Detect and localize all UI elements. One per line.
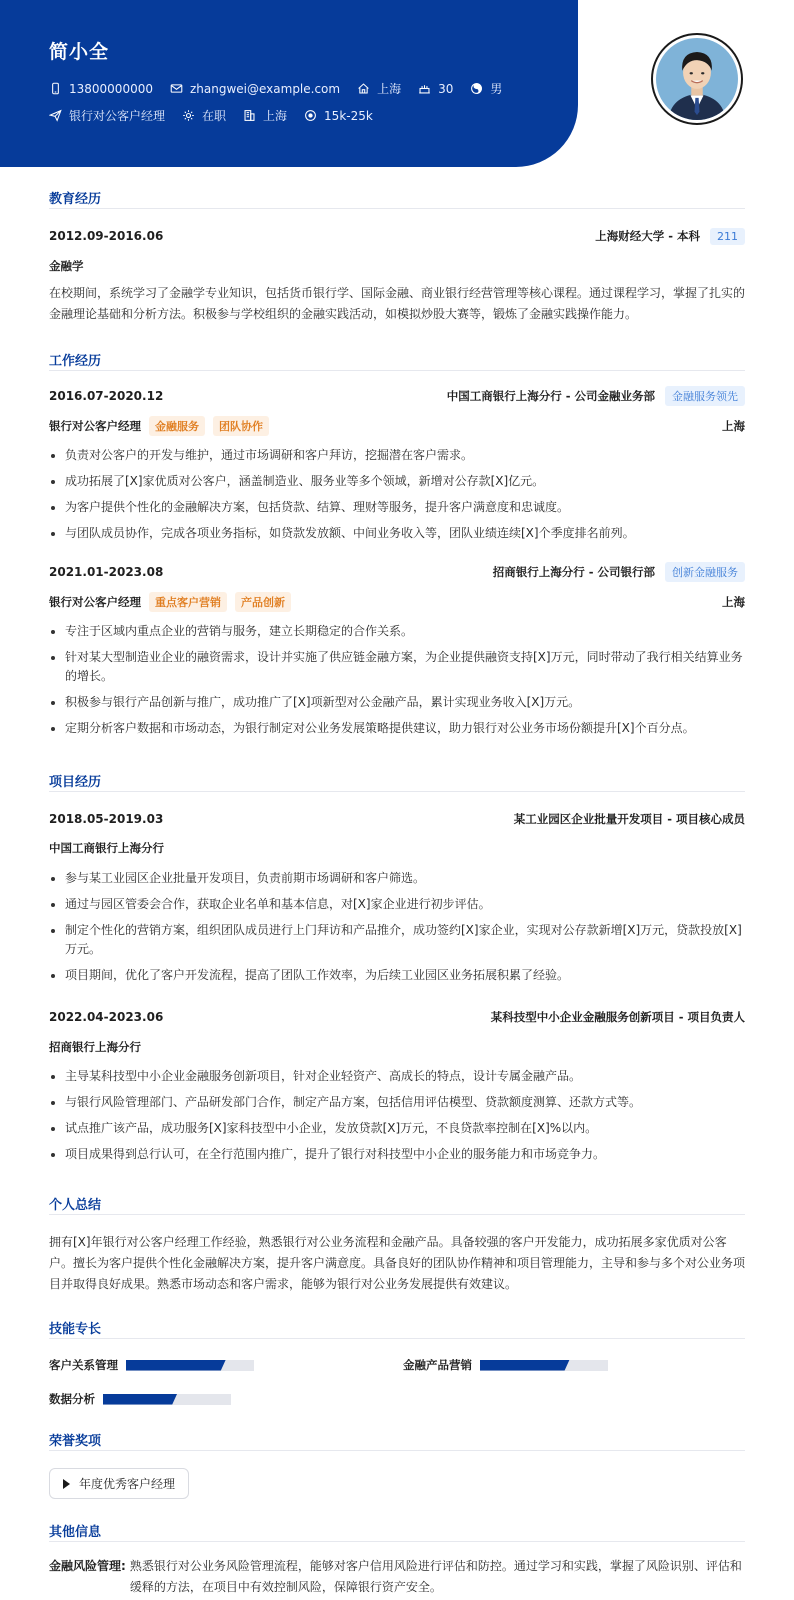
job-header-row (49, 563, 745, 581)
cake-icon (418, 82, 431, 95)
job-company: 招商银行上海分行 - 公司银行部 (492, 565, 655, 579)
skill-name: 金融产品营销 (403, 1358, 472, 1372)
project-date: 2018.05-2019.03 (49, 812, 164, 826)
list-item: 与银行风险管理部门、产品研发部门合作，制定产品方案，包括信用评估模型、贷款额度测算、还款方式等。 (49, 1093, 745, 1112)
job-tag: 金融服务领先 (665, 386, 745, 406)
phone-icon (49, 82, 62, 95)
section-title-skills: 技能专长 (49, 1322, 102, 1337)
target-city-text: 上海 (263, 109, 288, 123)
education-date: 2012.09-2016.06 (49, 229, 164, 243)
job-intent-row (49, 107, 390, 124)
job-skill-tag: 团队协作 (213, 416, 269, 436)
other-info-item (49, 1556, 745, 1598)
section-divider (49, 1541, 745, 1542)
other-info-text: 熟悉银行对公业务风险管理流程，能够对客户信用风险进行评估和防控。通过学习和实践，掌握了风险识别、评估和缓释的方法，在项目中有效控制风险，保障银行资产安全。 (129, 1559, 742, 1594)
list-item: 定期分析客户数据和市场动态，为银行制定对公业务发展策略提供建议，助力银行对公业务市场份额提升[X]个百分点。 (49, 719, 745, 738)
section-title-awards: 荣誉奖项 (49, 1434, 102, 1449)
gear-icon (182, 109, 195, 122)
job-role-row (49, 417, 745, 435)
status-item (182, 107, 226, 124)
building-icon (243, 109, 256, 122)
project-org: 中国工商银行上海分行 (49, 841, 164, 855)
job-city: 上海 (722, 595, 745, 609)
gender-text: 男 (490, 82, 503, 96)
education-tag: 211 (710, 228, 745, 245)
avatar (651, 33, 743, 125)
job-date: 2016.07-2020.12 (49, 389, 164, 403)
job-role: 银行对公客户经理 (49, 419, 141, 433)
list-item: 主导某科技型中小企业金融服务创新项目，针对企业轻资产、高成长的特点，设计专属金融产品。 (49, 1067, 745, 1086)
gender-icon (470, 82, 483, 95)
list-item: 项目期间，优化了客户开发流程，提高了团队工作效率，为后续工业园区业务拓展积累了经验。 (49, 966, 745, 985)
section-divider (49, 208, 745, 209)
education-school: 上海财经大学 - 本科 (595, 229, 700, 243)
section-title-work: 工作经历 (49, 354, 102, 369)
location-text: 上海 (377, 82, 402, 96)
section-title-education: 教育经历 (49, 192, 102, 207)
project-bullets (49, 869, 745, 992)
job-bullets (49, 446, 745, 550)
age-item (418, 82, 453, 96)
job-skill-tag: 重点客户营销 (149, 592, 227, 612)
resume-header (0, 0, 578, 167)
list-item: 制定个性化的营销方案，组织团队成员进行上门拜访和产品推介，成功签约[X]家企业，实现对公存款新增[X]万元，贷款投放[X]万元。 (49, 921, 745, 959)
job-tag: 创新金融服务 (665, 562, 745, 582)
project-org-row (49, 1038, 745, 1056)
list-item: 参与某工业园区企业批量开发项目，负责前期市场调研和客户筛选。 (49, 869, 745, 888)
status-text: 在职 (202, 109, 227, 123)
section-title-projects: 项目经历 (49, 775, 102, 790)
award-item[interactable] (49, 1468, 189, 1499)
job-date: 2021.01-2023.08 (49, 565, 164, 579)
skill-item (403, 1357, 608, 1373)
list-item: 与团队成员协作，完成各项业务指标，如贷款发放额、中间业务收入等，团队业绩连续[X]个季度排名前列。 (49, 524, 745, 543)
list-item: 项目成果得到总行认可，在全行范围内推广，提升了银行对科技型中小企业的服务能力和市场竞争力。 (49, 1145, 745, 1164)
list-item: 负责对公客户的开发与维护，通过市场调研和客户拜访，挖掘潜在客户需求。 (49, 446, 745, 465)
send-icon (49, 109, 62, 122)
project-org: 招商银行上海分行 (49, 1040, 141, 1054)
location-item (357, 80, 401, 97)
play-triangle-icon (63, 1479, 70, 1489)
section-divider (49, 1214, 745, 1215)
email-icon (170, 82, 183, 95)
skill-name: 数据分析 (49, 1392, 95, 1406)
education-major-row (49, 257, 745, 275)
job-city: 上海 (722, 419, 745, 433)
project-name: 某工业园区企业批量开发项目 - 项目核心成员 (513, 812, 745, 826)
list-item: 试点推广该产品，成功服务[X]家科技型中小企业，发放贷款[X]万元，不良贷款率控制在[X]%以内。 (49, 1119, 745, 1138)
education-header-row (49, 227, 745, 245)
candidate-name: 简小全 (49, 41, 110, 63)
section-divider (49, 1338, 745, 1339)
skill-bar-fill (126, 1360, 226, 1371)
job-company: 中国工商银行上海分行 - 公司金融业务部 (446, 389, 655, 403)
home-icon (357, 82, 370, 95)
avatar-photo (656, 38, 738, 120)
contact-row (49, 80, 519, 97)
skill-bar-track (480, 1360, 608, 1371)
skill-bar-fill (103, 1394, 177, 1405)
skill-name: 客户关系管理 (49, 1358, 118, 1372)
section-divider (49, 791, 745, 792)
other-info-label: 金融风险管理: (49, 1559, 126, 1573)
list-item: 积极参与银行产品创新与推广，成功推广了[X]项新型对公金融产品，累计实现业务收入[X]万元。 (49, 693, 745, 712)
job-skill-tag: 产品创新 (235, 592, 291, 612)
education-major: 金融学 (49, 259, 84, 273)
skill-bar-track (126, 1360, 254, 1371)
salary-item (304, 109, 373, 123)
salary-text: 15k-25k (324, 108, 373, 123)
age-text: 30 (438, 81, 454, 96)
list-item: 专注于区域内重点企业的营销与服务，建立长期稳定的合作关系。 (49, 622, 745, 641)
section-divider (49, 1450, 745, 1451)
job-header-row (49, 387, 745, 405)
list-item: 针对某大型制造业企业的融资需求，设计并实施了供应链金融方案，为企业提供融资支持[X]万元，同时带动了我行相关结算业务的增长。 (49, 648, 745, 686)
list-item: 为客户提供个性化的金融解决方案，包括贷款、结算、理财等服务，提升客户满意度和忠诚度。 (49, 498, 745, 517)
section-title-other: 其他信息 (49, 1525, 102, 1540)
project-bullets (49, 1067, 745, 1171)
job-role-row (49, 593, 745, 611)
list-item: 成功拓展了[X]家优质对公客户，涵盖制造业、服务业等多个领域，新增对公存款[X]亿元。 (49, 472, 745, 491)
skill-item (49, 1357, 254, 1373)
skill-item (49, 1391, 231, 1407)
skill-bar-fill (480, 1360, 570, 1371)
coin-icon (304, 109, 317, 122)
email-text: zhangwei@example.com (189, 81, 341, 96)
project-name: 某科技型中小企业金融服务创新项目 - 项目负责人 (490, 1010, 745, 1024)
target-city-item (243, 107, 287, 124)
project-header-row (49, 1008, 745, 1026)
phone-text: 13800000000 (69, 81, 153, 96)
job-skill-tag: 金融服务 (149, 416, 205, 436)
list-item: 通过与园区管委会合作，获取企业名单和基本信息，对[X]家企业进行初步评估。 (49, 895, 745, 914)
education-description: 在校期间，系统学习了金融学专业知识，包括货币银行学、国际金融、商业银行经营管理等核心课程。通过课程学习，掌握了扎实的金融理论基础和分析方法。积极参与学校组织的金融实践活动，如模拟炒股大赛等，锻炼了金融实践操作能力。 (49, 286, 746, 321)
target-position-text: 银行对公客户经理 (69, 109, 166, 123)
job-bullets (49, 622, 745, 745)
gender-item (470, 80, 502, 97)
skill-bar-track (103, 1394, 231, 1405)
target-position-item (49, 107, 165, 124)
summary-text: 拥有[X]年银行对公客户经理工作经验，熟悉银行对公业务流程和金融产品。具备较强的客户开发能力，成功拓展多家优质对公客户。擅长为客户提供个性化金融解决方案，提升客户满意度。具备良好的团队协作精神和项目管理能力，主导和参与多个对公业务项目并取得良好成果。熟悉市场动态和客户需求，能够为银行对公业务发展提供有效建议。 (49, 1235, 746, 1291)
section-divider (49, 370, 745, 371)
project-header-row (49, 810, 745, 828)
award-label: 年度优秀客户经理 (79, 1477, 176, 1491)
project-org-row (49, 839, 745, 857)
email-item (170, 82, 340, 96)
job-role: 银行对公客户经理 (49, 595, 141, 609)
section-title-summary: 个人总结 (49, 1198, 102, 1213)
phone-item (49, 82, 153, 96)
project-date: 2022.04-2023.06 (49, 1010, 164, 1024)
